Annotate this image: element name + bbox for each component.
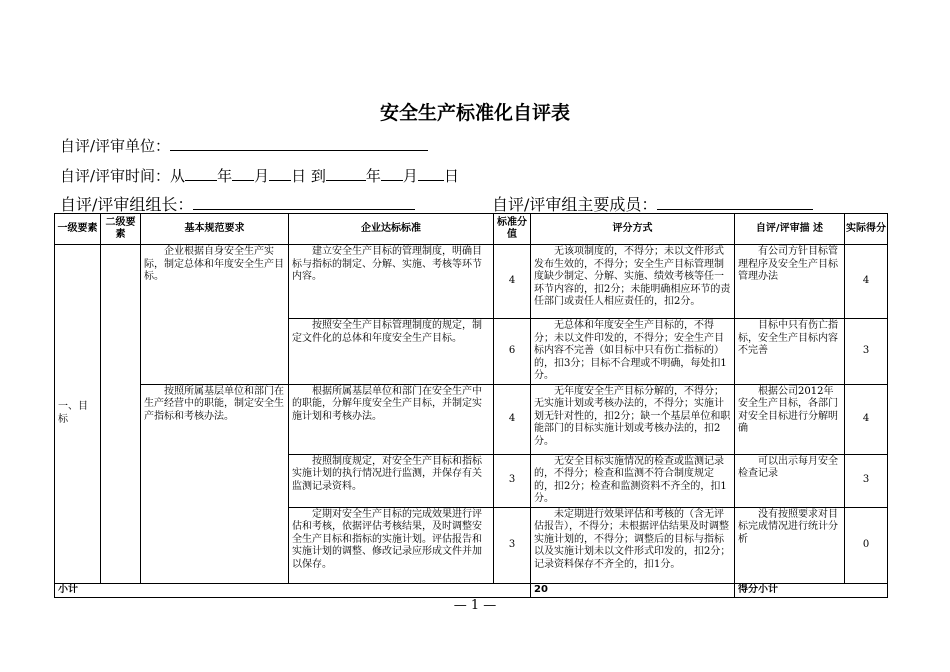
time-label: 自评/评审时间：从 [60, 167, 186, 185]
score-cell: 4 [494, 384, 531, 454]
members-blank [657, 195, 813, 210]
actual-cell: 0 [845, 507, 888, 583]
year-label-2: 年 [365, 167, 381, 185]
description-cell: 目标中只有伤亡指标，安全生产目标内容不完善 [735, 319, 845, 385]
leader-blank [193, 195, 415, 210]
leader-line [60, 192, 415, 215]
standard-cell: 建立安全生产目标的管理制度，明确目标与指标的制定、分解、实施、考核等环节内容。 [289, 245, 494, 319]
time-line [60, 165, 459, 186]
month-label-2: 月 [402, 167, 418, 185]
method-cell: 无年度安全生产目标分解的，不得分；无实施计划或考核办法的，不得分；实施计划无针对性的，扣2分；缺一个基层单位和职能部门的目标实施计划或考核办法的，扣2分。 [531, 384, 735, 454]
subtotal-label: 小计 [55, 583, 531, 597]
header-standard: 企业达标标准 [289, 214, 494, 245]
subtotal-method-label: 得分小计 [735, 583, 888, 597]
unit-blank [170, 136, 428, 151]
header-level1: 一级要素 [55, 214, 101, 245]
method-cell: 未定期进行效果评估和考核的（含无评估报告），不得分；未根据评估结果及时调整实施计划的，不得分；调整后的目标与指标以及实施计划未以文件形式印发的，扣2分；记录资料保存不齐全的，扣1分。 [531, 507, 735, 583]
header-scoring-method: 评分方式 [531, 214, 735, 245]
leader-label: 自评/评审组组长： [60, 195, 194, 214]
element1-cell: 一、目标 [55, 245, 101, 584]
from-month-blank [232, 166, 254, 181]
actual-cell: 4 [845, 384, 888, 454]
to-day-blank [418, 166, 444, 181]
score-cell: 3 [494, 454, 531, 507]
day-label-2: 日 [443, 167, 459, 185]
to-month-blank [381, 166, 403, 181]
to-label: 到 [310, 167, 326, 185]
day-label: 日 [291, 167, 307, 185]
method-cell: 无该项制度的，不得分；未以文件形式发布生效的，不得分；安全生产目标管理制度缺少制定、分解、实施、绩效考核等任一环节内容的，扣2分；未能明确相应环节的责任部门或责任人相应责任的，扣2分。 [531, 245, 735, 319]
standard-cell: 按照安全生产目标管理制度的规定，制定文件化的总体和年度安全生产目标。 [289, 319, 494, 385]
method-cell: 无总体和年度安全生产目标的，不得分；未以文件印发的，不得分；安全生产目标内容不完善（如目标中只有伤亡指标的）的，扣3分；目标不合理或不明确，每处扣1分。 [531, 319, 735, 385]
page-title: 安全生产标准化自评表 [379, 102, 570, 124]
subtotal-score: 20 [531, 583, 735, 597]
header-level2: 二级要素 [101, 214, 141, 245]
requirement-cell: 企业根据自身安全生产实际，制定总体和年度安全生产目标。 [141, 245, 289, 385]
header-description: 自评/评审描 述 [735, 214, 845, 245]
self-evaluation-table [54, 213, 888, 598]
description-cell: 没有按照要求对目标完成情况进行统计分析 [735, 507, 845, 583]
from-year-blank [185, 166, 217, 181]
header-basic-requirement: 基本规范要求 [141, 214, 289, 245]
score-cell: 3 [494, 507, 531, 583]
header-actual-score: 实际得分 [845, 214, 888, 245]
subtotal-row [55, 583, 888, 597]
actual-cell: 3 [845, 454, 888, 507]
page-number: — 1 — [453, 598, 497, 613]
table-row [55, 384, 888, 454]
actual-cell: 4 [845, 245, 888, 319]
requirement-cell: 按照所属基层单位和部门在生产经营中的职能，制定安全生产指标和考核办法。 [141, 384, 289, 583]
score-cell: 6 [494, 319, 531, 385]
standard-cell: 按照制度规定，对安全生产目标和指标实施计划的执行情况进行监测，并保存有关监测记录资料。 [289, 454, 494, 507]
description-cell: 有公司方针目标管理程序及安全生产目标管理办法 [735, 245, 845, 319]
unit-label: 自评/评审单位： [60, 137, 171, 155]
header-row [55, 214, 888, 245]
header-standard-score: 标准分值 [494, 214, 531, 245]
from-day-blank [269, 166, 291, 181]
description-cell: 可以出示每月安全检查记录 [735, 454, 845, 507]
members-line [492, 192, 813, 215]
method-cell: 无安全目标实施情况的检查或监测记录的，不得分；检查和监测不符合制度规定的，扣2分；检查和监测资料不齐全的，扣1分。 [531, 454, 735, 507]
unit-line [60, 135, 428, 156]
year-label: 年 [217, 167, 233, 185]
actual-cell: 3 [845, 319, 888, 385]
standard-cell: 根据所属基层单位和部门在安全生产中的职能，分解年度安全生产目标，并制定实施计划和考核办法。 [289, 384, 494, 454]
to-year-blank [326, 166, 366, 181]
description-cell: 根据公司2012年安全生产目标，各部门对安全目标进行分解明确 [735, 384, 845, 454]
standard-cell: 定期对安全生产目标的完成效果进行评估和考核，依据评估考核结果，及时调整安全生产目标和指标的实施计划。评估报告和实施计划的调整、修改记录应形成文件并加以保存。 [289, 507, 494, 583]
members-label: 自评/评审组主要成员： [492, 195, 658, 214]
table-row [55, 245, 888, 319]
month-label: 月 [254, 167, 270, 185]
score-cell: 4 [494, 245, 531, 319]
element2-cell [101, 245, 141, 584]
